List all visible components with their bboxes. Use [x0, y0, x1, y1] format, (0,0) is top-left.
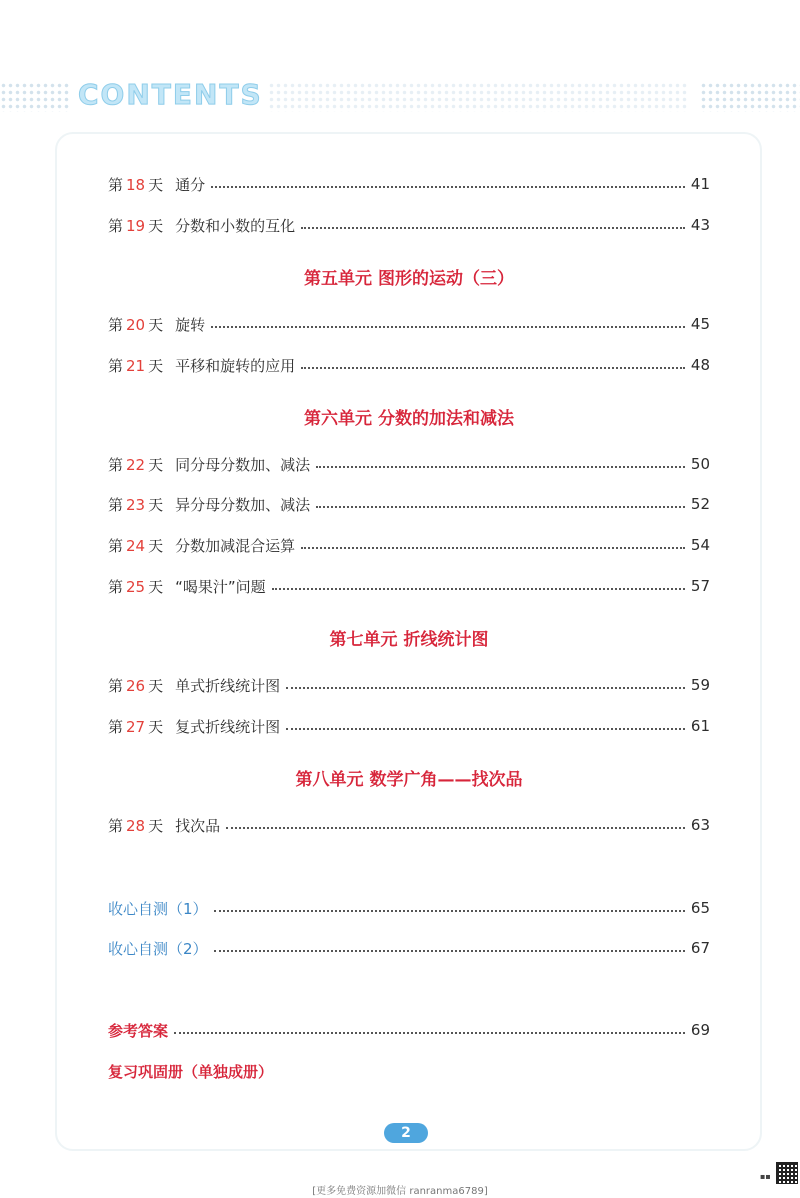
page-number: 45 [690, 315, 710, 333]
entry-title: 单式折线统计图 [175, 676, 281, 695]
day-label: 第 22 天 [108, 455, 164, 474]
dot-pattern [268, 82, 688, 112]
toc-entry-answers[interactable] [108, 1017, 710, 1043]
page-number: 63 [690, 816, 710, 834]
day-label: 第 26 天 [108, 676, 164, 695]
entry-title: 分数加减混合运算 [175, 536, 296, 555]
qr-code-icon [776, 1162, 798, 1184]
contents-header [0, 66, 800, 128]
unit-heading-7: 第七单元 折线统计图 [329, 630, 489, 650]
dot-pattern [700, 82, 800, 112]
day-label: 第 21 天 [108, 356, 164, 375]
toc-entry-self-test-2[interactable] [108, 935, 710, 961]
dot-leader [301, 226, 685, 229]
contents-title: CONTENTS [78, 78, 263, 111]
entry-title: 收心自测（1） [108, 899, 208, 918]
entry-title: “喝果汁”问题 [175, 577, 266, 596]
entry-title: 收心自测（2） [108, 939, 208, 958]
dot-leader [226, 826, 685, 829]
day-label: 第 24 天 [108, 536, 164, 555]
dot-leader [211, 325, 685, 328]
dot-leader [286, 686, 685, 689]
toc-entry-day-19[interactable] [108, 212, 710, 238]
day-label: 第 27 天 [108, 717, 164, 736]
dot-leader [301, 366, 685, 369]
page-number: 67 [690, 939, 710, 957]
entry-title: 同分母分数加、减法 [175, 455, 311, 474]
entry-title: 参考答案 [108, 1021, 169, 1040]
page-number: 57 [690, 577, 710, 595]
toc-entry-day-20[interactable] [108, 311, 710, 337]
toc-entry-day-28[interactable] [108, 812, 710, 838]
page-number: 52 [690, 495, 710, 513]
dot-leader [316, 505, 685, 508]
day-label: 第 23 天 [108, 495, 164, 514]
entry-title: 通分 [175, 175, 206, 194]
dot-leader [214, 949, 685, 952]
page-number-badge: 2 [384, 1123, 428, 1143]
dot-leader [316, 465, 685, 468]
unit-heading-6: 第六单元 分数的加法和减法 [304, 409, 514, 429]
dot-leader [174, 1031, 685, 1034]
entry-title: 分数和小数的互化 [175, 216, 296, 235]
page-number: 65 [690, 899, 710, 917]
dot-leader [301, 546, 685, 549]
toc-entry-day-24[interactable] [108, 532, 710, 558]
entry-title: 复式折线统计图 [175, 717, 281, 736]
dot-leader [211, 185, 685, 188]
dot-leader [214, 909, 685, 912]
page-number: 54 [690, 536, 710, 554]
toc-entry-self-test-1[interactable] [108, 895, 710, 921]
unit-heading-8: 第八单元 数学广角——找次品 [295, 770, 523, 790]
day-label: 第 28 天 [108, 816, 164, 835]
dot-leader [286, 727, 685, 730]
toc-entry-day-27[interactable] [108, 713, 710, 739]
toc-entry-day-26[interactable] [108, 672, 710, 698]
toc-entry-day-21[interactable] [108, 352, 710, 378]
dot-leader [272, 587, 685, 590]
footer-note: [更多免费资源加微信 ranranma6789] [312, 1186, 488, 1197]
entry-title: 旋转 [175, 315, 206, 334]
day-label: 第 20 天 [108, 315, 164, 334]
page-number: 41 [690, 175, 710, 193]
entry-title: 找次品 [175, 816, 221, 835]
page-number: 48 [690, 356, 710, 374]
entry-title: 平移和旋转的应用 [175, 356, 296, 375]
entry-title: 异分母分数加、减法 [175, 495, 311, 514]
qr-dots: ▪▪ [760, 1172, 771, 1181]
toc-entry-day-23[interactable] [108, 491, 710, 517]
day-label: 第 25 天 [108, 577, 164, 596]
day-label: 第 18 天 [108, 175, 164, 194]
page-number: 61 [690, 717, 710, 735]
unit-heading-5: 第五单元 图形的运动（三） [304, 269, 514, 289]
page-number: 59 [690, 676, 710, 694]
toc-entry-day-25[interactable] [108, 573, 710, 599]
toc-entry-day-18[interactable] [108, 171, 710, 197]
dot-pattern [0, 82, 70, 112]
day-label: 第 19 天 [108, 216, 164, 235]
page-number: 69 [690, 1021, 710, 1039]
page-number: 43 [690, 216, 710, 234]
page-number: 50 [690, 455, 710, 473]
toc-entry-day-22[interactable] [108, 451, 710, 477]
toc-entry-review-booklet: 复习巩固册（单独成册） [108, 1063, 274, 1081]
